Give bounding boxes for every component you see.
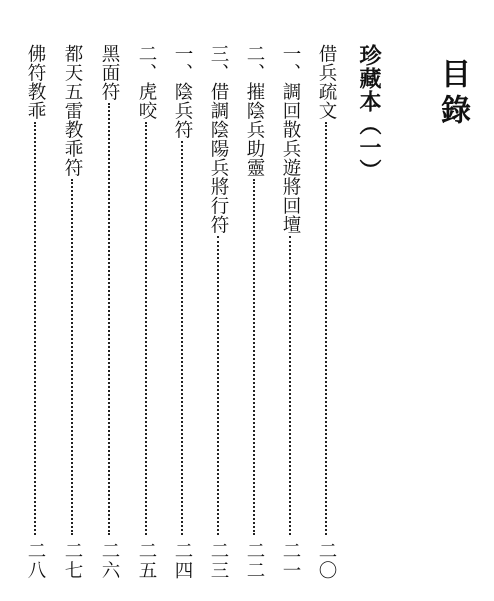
dot-leader (145, 122, 147, 535)
toc-entry (133, 44, 159, 580)
page-title: 目錄 (435, 58, 470, 130)
toc-entry (96, 44, 122, 580)
toc-entry (169, 44, 195, 580)
entry-page: 二三 (208, 541, 229, 580)
entry-page: 二〇 (316, 541, 337, 580)
dot-leader (253, 179, 255, 535)
entry-title: 二、摧陰兵助靈 (244, 44, 265, 177)
dot-leader (71, 179, 73, 535)
entry-page: 二五 (136, 541, 157, 580)
toc-entry (205, 44, 231, 580)
entry-title: 都天五雷教乖符 (62, 44, 83, 177)
entry-page: 二六 (99, 541, 120, 580)
entry-title: 三、借調陰陽兵將行符 (208, 44, 229, 234)
entry-page: 二二 (244, 541, 265, 580)
toc-entry (22, 44, 48, 580)
dot-leader (108, 103, 110, 535)
entry-page: 二八 (25, 541, 46, 580)
toc-entry (59, 44, 85, 580)
dot-leader (34, 122, 36, 535)
entry-title: 二、虎咬 (136, 44, 157, 120)
toc-entry (313, 44, 339, 580)
dot-leader (217, 236, 219, 535)
entry-title: 佛符教乖 (25, 44, 46, 120)
toc-entry (277, 44, 303, 580)
entry-title: 一、陰兵符 (172, 44, 193, 139)
section-heading: 珍藏本（一） (356, 44, 382, 182)
entry-title: 一、調回散兵遊將回壇 (280, 44, 301, 234)
entry-title: 黑面符 (99, 44, 120, 101)
dot-leader (181, 141, 183, 535)
entry-page: 二四 (172, 541, 193, 580)
dot-leader (325, 122, 327, 535)
entry-page: 二一 (280, 541, 301, 580)
entry-title: 借兵疏文 (316, 44, 337, 120)
dot-leader (289, 236, 291, 535)
entry-page: 二七 (62, 541, 83, 580)
toc-entry (241, 44, 267, 580)
